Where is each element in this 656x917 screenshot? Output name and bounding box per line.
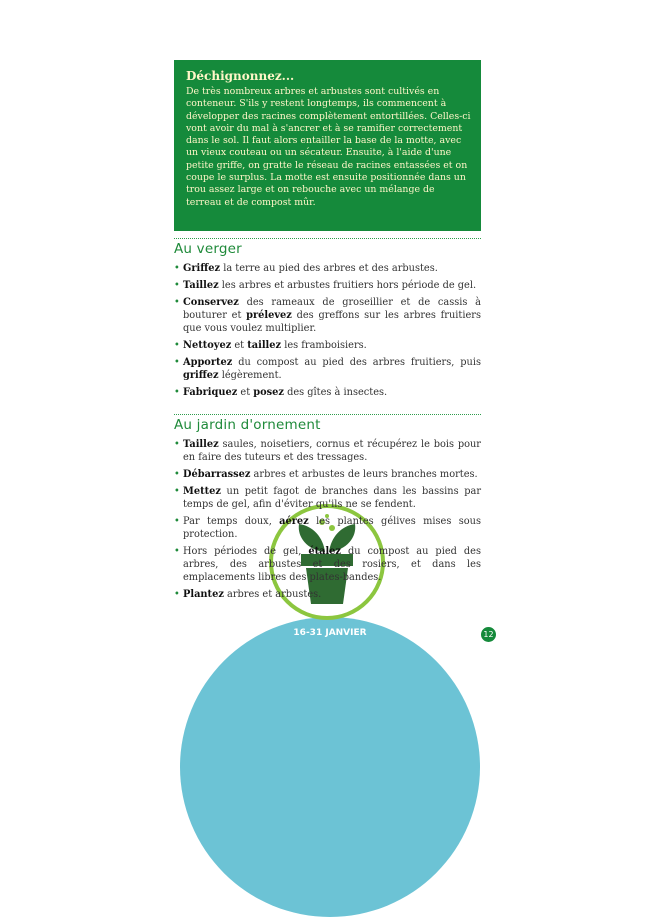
action-verb: griffez [183,370,219,381]
list-item [174,438,481,464]
action-verb: Conservez [183,297,239,308]
item-text: et [231,340,248,351]
item-text: les plantes gélives mises sous protection. [183,516,481,540]
list-item [174,515,481,541]
action-verb: prélevez [246,310,292,321]
action-verb: posez [253,387,284,398]
section-title-ornement: Au jardin d'ornement [174,417,321,433]
action-verb: Mettez [183,486,221,497]
action-verb: taillez [247,340,282,351]
action-verb: aérez [279,516,309,527]
list-item [174,386,481,399]
list-item [174,339,481,352]
item-text: du compost au pied des arbres fruitiers, puis [232,357,481,368]
item-text: arbres et arbustes. [223,589,322,600]
action-verb: Débarrassez [183,469,251,480]
action-verb: Fabriquez [183,387,238,398]
item-text: les arbres et arbustes fruitiers hors période de gel. [218,280,477,291]
item-text: un petit fagot de branches dans les bassins par temps de gel, afin d'éviter qu'ils ne se fendent. [183,486,481,510]
item-text: du compost au pied des arbres, des arbustes et des rosiers, et dans les emplacements libres des plates-bandes. [183,546,481,583]
divider [174,414,481,415]
ornement-list [174,438,481,605]
item-text: légèrement. [218,370,282,381]
list-item [174,356,481,382]
date-label: 16-31 JANVIER [293,628,367,638]
item-text: Par temps doux, [183,516,280,527]
action-verb: étalez [308,546,341,557]
tip-box [174,60,481,231]
action-verb: Apportez [183,357,233,368]
item-text: des greffons sur les arbres fruitiers que vous voulez multiplier. [183,310,482,334]
action-verb: Griffez [183,263,221,274]
list-item [174,468,481,481]
action-verb: Taillez [183,439,219,450]
item-text: des rameaux de groseillier et de cassis à bouturer et [183,297,481,321]
action-verb: Plantez [183,589,224,600]
verger-list [174,262,481,403]
tip-title: Déchignonnez... [186,69,295,83]
list-item [174,485,481,511]
item-text: et [237,387,254,398]
list-item [174,545,481,584]
section-title-verger: Au verger [174,241,242,257]
tip-text: De très nombreux arbres et arbustes sont cultivés en conteneur. S'ils y restent longtemps, ils commencent à développer des racines complètement entortillées. Celles-ci vont avoir du mal à s'ancrer et à se ramifier correctement dans le sol. Il faut alors entailler la base de la motte, avec un vieux couteau ou un sécateur. Ensuite, à l'aide d'une petite griffe, on gratte le réseau de racines entassées et on coupe le surplus. La motte est ensuite positionnée dans un trou assez large et on rebouche avec un mélange de terreau et de compost mûr. [186,86,471,208]
date-banner [180,617,480,917]
list-item [174,588,481,601]
list-item [174,296,481,335]
item-text: Hors périodes de gel, [183,546,309,557]
item-text: la terre au pied des arbres et des arbustes. [220,263,438,274]
item-text: des gîtes à insectes. [283,387,388,398]
list-item [174,279,481,292]
item-text: saules, noisetiers, cornus et récupérez le bois pour en faire des tuteurs et des tressages. [183,439,481,463]
action-verb: Nettoyez [183,340,232,351]
action-verb: Taillez [183,280,219,291]
list-item [174,262,481,275]
divider [174,238,481,239]
page-number: 12 [481,627,496,642]
item-text: arbres et arbustes de leurs branches mortes. [250,469,478,480]
item-text: les framboisiers. [281,340,367,351]
